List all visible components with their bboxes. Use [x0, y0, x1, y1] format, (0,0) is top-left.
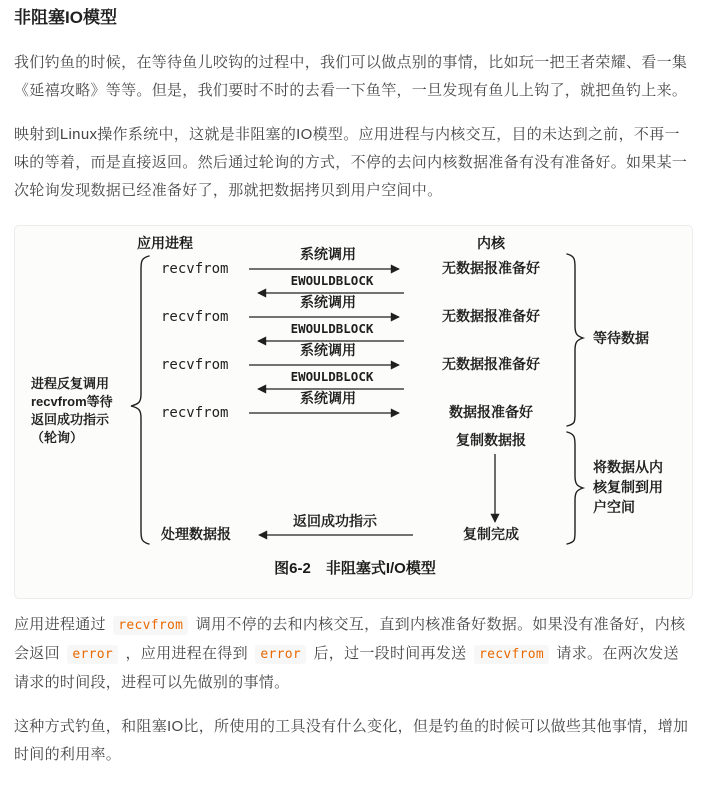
paragraph-linux-mapping: 映射到Linux操作系统中，这就是非阻塞的IO模型。应用进程与内核交互，目的未达到之前，不再一味的等着，而是直接返回。然后通过轮询的方式，不停的去问内核数据准备有没有准备好。如果某一次轮询发现数据已经准备好了，那就把数据拷贝到用户空间中。: [14, 126, 688, 199]
wait-data-brace: [567, 254, 583, 426]
copy-note-line3: 户空间: [593, 499, 635, 515]
copy-note-brace: [567, 432, 583, 544]
p3-text-5: 请求。在两次发送请求的时间段，进程可以先做别的事情。: [14, 645, 679, 691]
ewouldblock-label-1: EWOULDBLOCK: [290, 273, 374, 288]
left-note-line2: recvfrom等待: [31, 394, 113, 409]
recvfrom-label-4: recvfrom: [161, 405, 229, 421]
p3-text-2: 调用不停的去和内核交互，直到内核准备好数据。如果没有准备好，内核会返回: [14, 616, 686, 662]
return-indication-label: 返回成功指示: [293, 513, 377, 529]
syscall-label-2: 系统调用: [300, 294, 356, 310]
p3-text-4: 后，过一段时间再发送: [309, 645, 471, 662]
kernel-header: 内核: [477, 235, 505, 251]
syscall-label-3: 系统调用: [300, 342, 356, 358]
p3-text-3: ，应用进程在得到: [121, 645, 253, 662]
page-title: 非阻塞IO模型: [14, 8, 117, 27]
copy-done-label: 复制完成: [463, 526, 519, 542]
left-note-line4: （轮询）: [31, 430, 84, 445]
figure-caption: 图6-2 非阻塞式I/O模型: [274, 560, 436, 577]
recvfrom-label-1: recvfrom: [161, 261, 229, 277]
inline-code-error-1: error: [67, 645, 118, 664]
inline-code-recvfrom-2: recvfrom: [474, 645, 549, 664]
paragraph-fishing-analogy: 我们钓鱼的时候，在等待鱼儿咬钩的过程中，我们可以做点别的事情，比如玩一把王者荣耀、看一集《延禧攻略》等等。但是，我们要时不时的去看一下鱼竿，一旦发现有鱼儿上钩了，就把鱼钓上来。: [14, 54, 688, 99]
nonblocking-io-figure[interactable]: [14, 225, 693, 599]
copy-note-line2: 核复制到用: [593, 479, 663, 495]
ewouldblock-label-3: EWOULDBLOCK: [290, 369, 374, 384]
wait-data-label: 等待数据: [593, 330, 649, 346]
left-note-line3: 返回成功指示: [31, 412, 110, 427]
paragraph-recvfrom-explain: [14, 611, 693, 697]
handle-datagram-label: 处理数据报: [161, 526, 231, 542]
no-datagram-label-3: 无数据报准备好: [442, 356, 540, 372]
left-note-line1: 进程反复调用: [31, 376, 110, 391]
inline-code-error-2: error: [255, 645, 306, 664]
copy-note-line1: 将数据从内: [593, 459, 663, 475]
ewouldblock-label-2: EWOULDBLOCK: [290, 321, 374, 336]
copy-datagram-label: 复制数据报: [456, 432, 526, 448]
left-brace: [131, 256, 149, 544]
paragraph-conclusion: 这种方式钓鱼，和阻塞IO比，所使用的工具没有什么变化，但是钓鱼的时候可以做些其他事情，增加时间的利用率。: [14, 718, 689, 763]
app-process-header: 应用进程: [137, 235, 193, 251]
recvfrom-label-3: recvfrom: [161, 357, 229, 373]
nonblocking-io-diagram: [15, 226, 693, 598]
inline-code-recvfrom-1: recvfrom: [113, 616, 188, 635]
recvfrom-label-2: recvfrom: [161, 309, 229, 325]
p3-text-1: 应用进程通过: [14, 616, 111, 633]
no-datagram-label-1: 无数据报准备好: [442, 260, 540, 276]
syscall-label-1: 系统调用: [300, 246, 356, 262]
syscall-label-4: 系统调用: [300, 390, 356, 406]
no-datagram-label-2: 无数据报准备好: [442, 308, 540, 324]
datagram-ready-label: 数据报准备好: [449, 404, 533, 420]
